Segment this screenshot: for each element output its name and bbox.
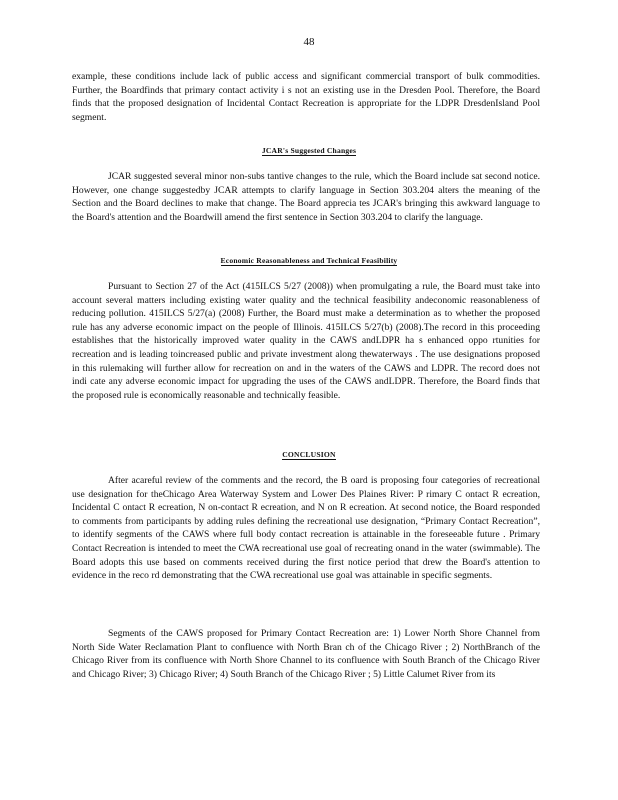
page-number: 48 xyxy=(303,36,315,48)
section-heading-conclusion xyxy=(0,450,618,459)
section-heading-economic-text: Economic Reasonableness and Technical Feasibility xyxy=(220,256,398,265)
paragraph-economic-reasonableness: Pursuant to Section 27 of the Act (415ILCS 5/27 (2008)) when promulgating a rule, the Board must take into account several matters including existing water quality and the technical feasibility andeconomic reasonableness of reducing pollution. 415ILCS 5/27(a) (2008) Further, the Board must make a determination as to whether the proposed rule has any adverse economic impact on the people of Illinois. 415ILCS 5/27(b) (2008).The record in this proceeding establishes that the historically improved water quality in the CAWS andLDPR ha s enhanced oppo rtunities for recreation and is leading toincreased public and private investment along thewaterways . The use designations proposed in this rulemaking will further allow for recreation on and in the waters of the CAWS and LDPR. The record does not indi cate any adverse economic impact for upgrading the uses of the CAWS andLDPR. Therefore, the Board finds that the proposed rule is economically reasonable and technically feasible. xyxy=(72,281,540,401)
paragraph-dresden-pool: example, these conditions include lack of public access and significant commercial transport of bulk commodities. Further, the Boardfinds that primary contact activity i s not an existing use in the Dresden Pool. Therefore, the Board finds that the proposed designation of Incidental Contact Recreation is appropriate for the LDPR DresdenIsland Pool segment. xyxy=(72,71,540,123)
paragraph-segments: Segments of the CAWS proposed for Primary Contact Recreation are: 1) Lower North Shore Channel from North Side Water Reclamation Plant to confluence with North Bran ch of the Chicago River ; 2) NorthBranch of the Chicago River from its confluence with North Shore Channel to its confluence with South Branch of the Chicago River and Chicago River; 3) Chicago River; 4) South Branch of the Chicago River ; 5) Little Calumet River from its xyxy=(72,628,540,680)
paragraph-conclusion: After acareful review of the comments and the record, the B oard is proposing four categories of recreational use designation for theChicago Area Waterway System and Lower Des Plaines River: P rimary C ontact R ecreation, Incidental C ontact R ecreation, N on-contact R ecreation, and N on R ecreation. At second notice, the Board responded to comments from participants by adding rules defining the recreational use designation, “Primary Contact Recreation”, to identify segments of the CAWS where full body contact recreation is attainable in the foreseeable future . Primary Contact Recreation is intended to meet the CWA recreational use goal of recreating onand in the water (swimmable). The Board adopts this use based on comments received during the first notice period that drew the Board's attention to evidence in the reco rd demonstrating that the CWA recreational use goal was attainable in specific segments. xyxy=(72,475,540,582)
section-heading-economic xyxy=(0,256,618,265)
section-heading-jcar xyxy=(0,146,618,155)
section-heading-jcar-text: JCAR's Suggested Changes xyxy=(261,146,357,155)
paragraph-jcar-changes: JCAR suggested several minor non-subs tantive changes to the rule, which the Board include sat second notice. However, one change suggestedby JCAR attempts to clarify language in Section 303.204 alters the meaning of the Section and the Board declines to make that change. The Board apprecia tes JCAR's bringing this awkward language to the Board's attention and the Boardwill amend the first sentence in Section 303.204 to clarify the language. xyxy=(72,171,540,223)
section-heading-conclusion-text: CONCLUSION xyxy=(282,450,336,459)
